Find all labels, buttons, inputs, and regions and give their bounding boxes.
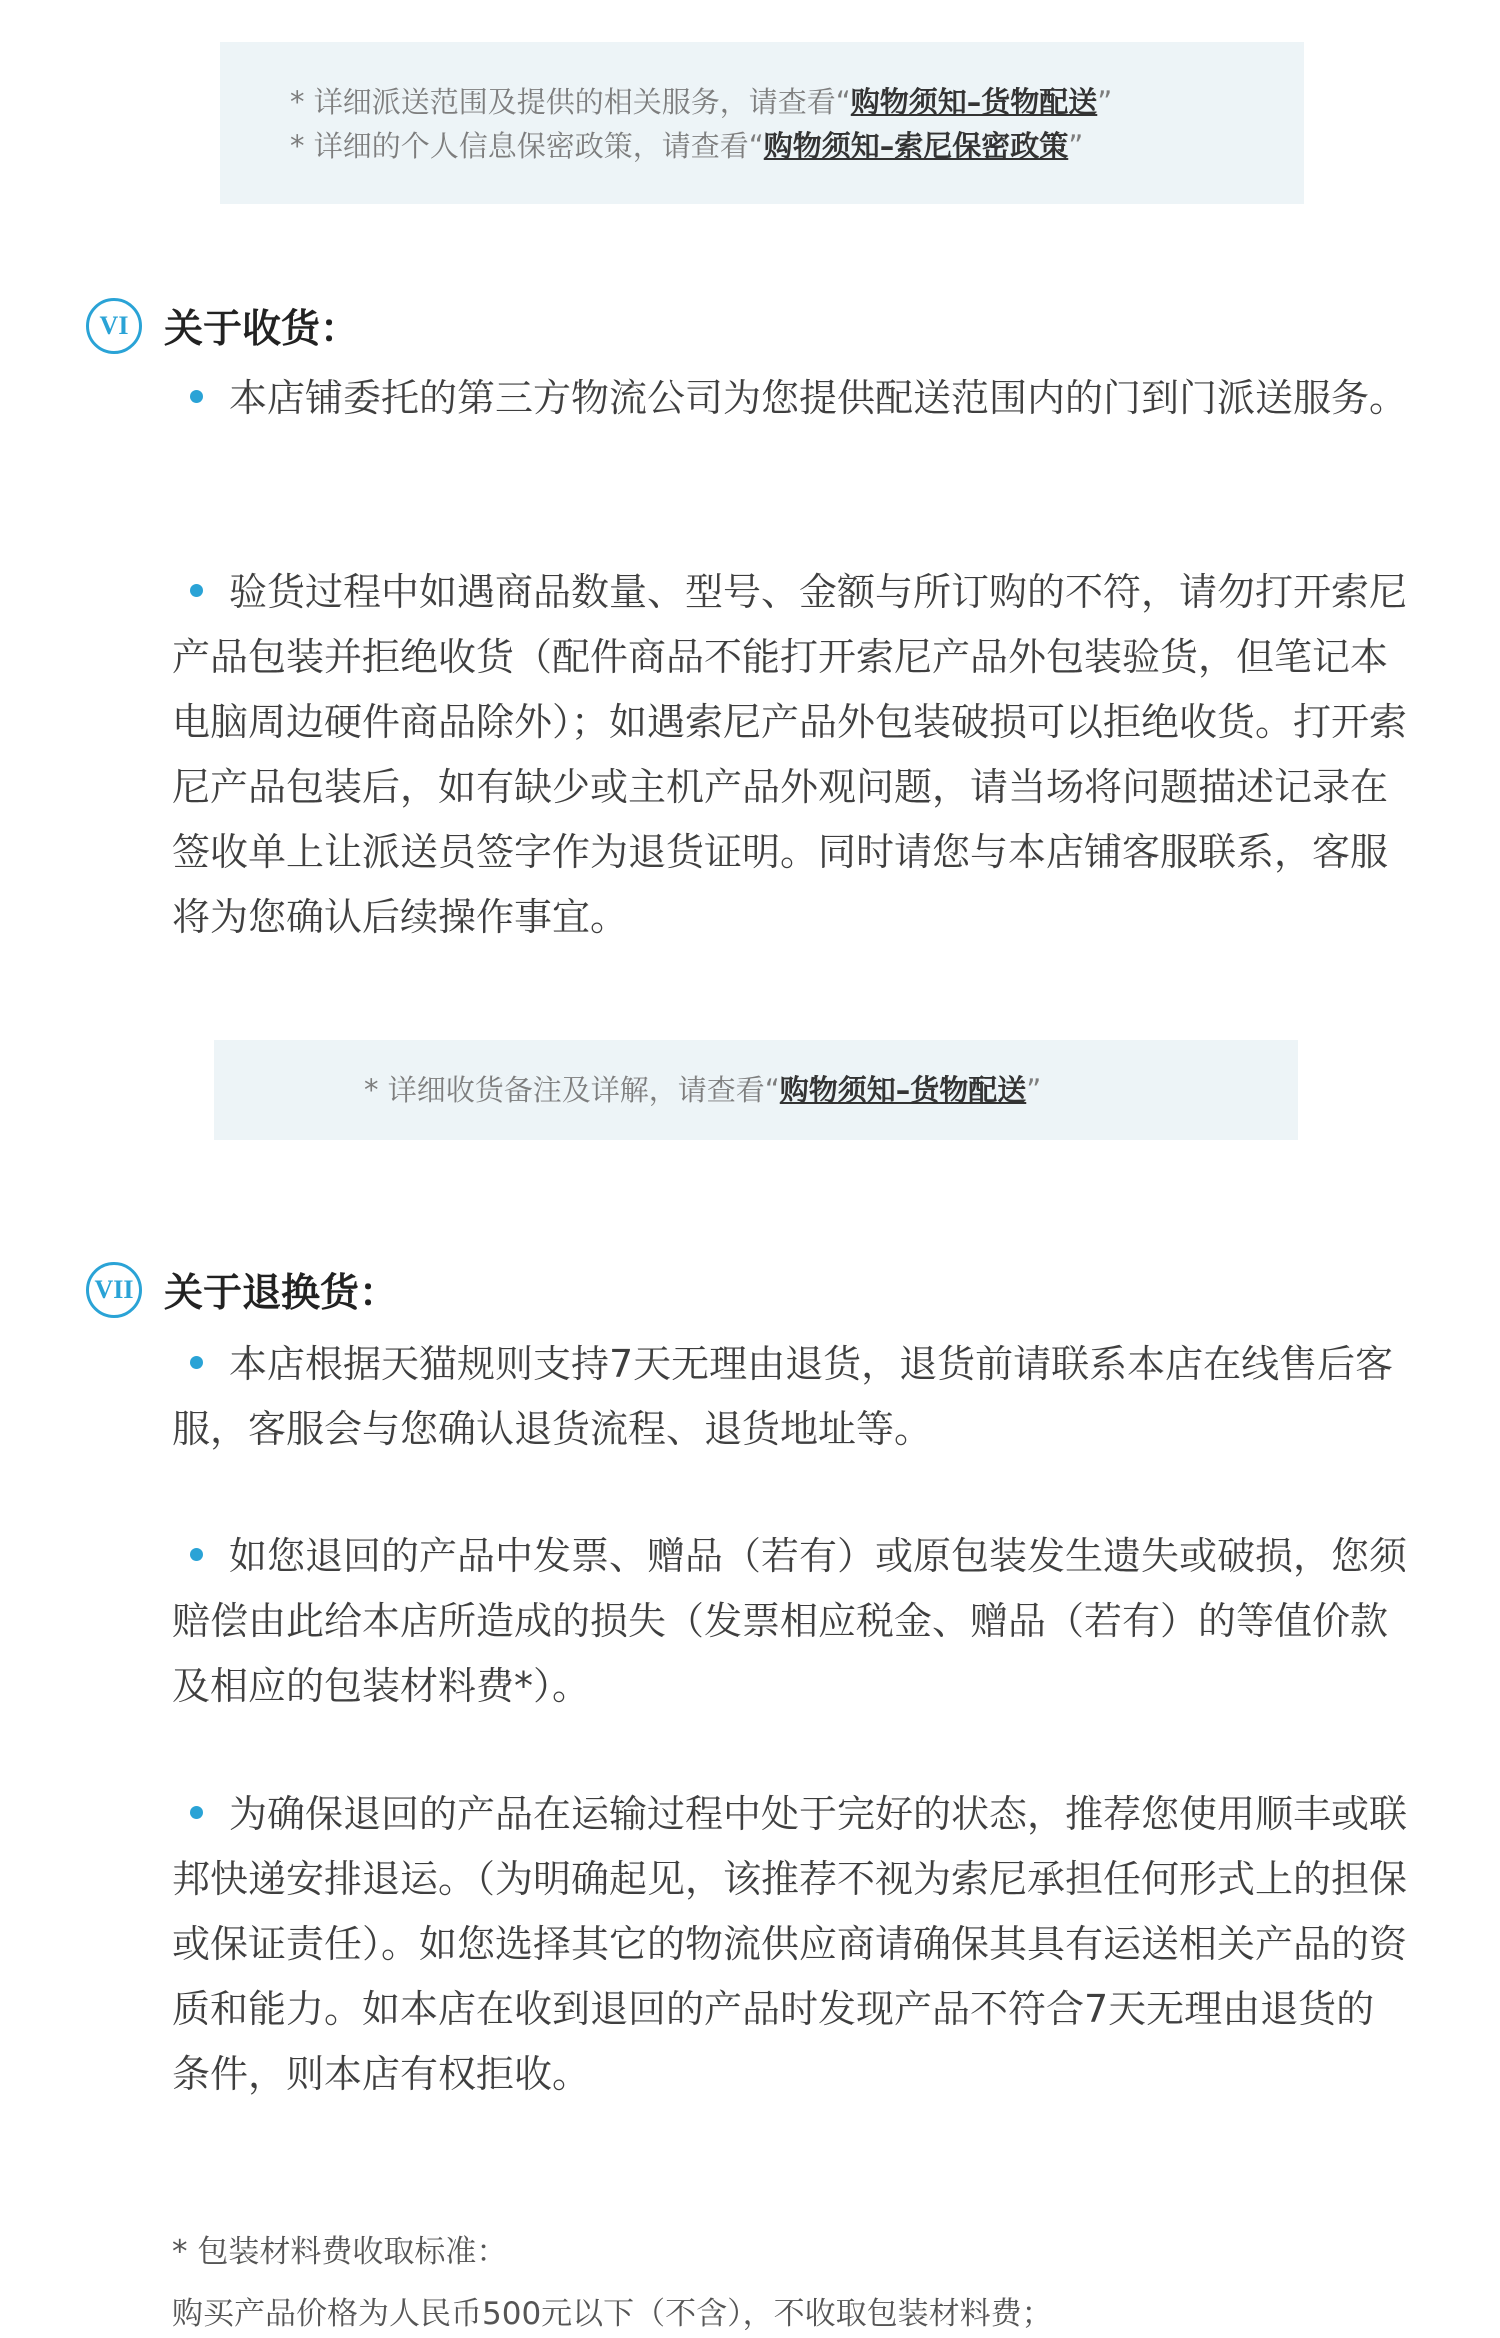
bullet-dot-icon	[190, 584, 203, 597]
paragraph-text: 如您退回的产品中发票、赠品（若有）或原包装发生遗失或破损，您须赔偿由此给本店所造成的损失（发票相应税金、赠品（若有）的等值价款及相应的包装材料费*）。	[172, 1534, 1408, 1708]
privacy-notice-line	[290, 124, 1304, 168]
packaging-fee-rule: 购买产品价格为人民币500元以下（不含），不收取包装材料费；	[172, 2296, 1053, 2332]
delivery-info-link[interactable]: 购物须知–货物配送	[779, 1073, 1027, 1107]
privacy-policy-link[interactable]: 购物须知–索尼保密政策	[763, 129, 1069, 163]
receiving-paragraph-2	[172, 560, 1407, 950]
bullet-dot-icon	[190, 1806, 203, 1819]
returns-paragraph-3	[172, 1782, 1407, 2107]
notice-text: * 详细的个人信息保密政策，请查看“	[290, 129, 764, 163]
notice-quote-end: ”	[1026, 1073, 1042, 1107]
returns-paragraph-1	[172, 1332, 1407, 1462]
paragraph-text: 验货过程中如遇商品数量、型号、金额与所订购的不符，请勿打开索尼产品包装并拒绝收货（配件商品不能打开索尼产品外包装验货，但笔记本电脑周边硬件商品除外）；如遇索尼产品外包装破损可以拒绝收货。打开索尼产品包装后，如有缺少或主机产品外观问题，请当场将问题描述记录在签收单上让派送员签字作为退货证明。同时请您与本店铺客服联系，客服将为您确认后续操作事宜。	[172, 570, 1408, 939]
notice-quote-end: ”	[1068, 129, 1084, 163]
section-title: 关于退换货：	[164, 1271, 399, 1316]
numeral-vii-icon: VII	[86, 1262, 142, 1318]
returns-paragraph-2	[172, 1524, 1407, 1719]
section-receiving-header	[86, 294, 359, 358]
bullet-dot-icon	[190, 1356, 203, 1369]
bullet-dot-icon	[190, 1548, 203, 1561]
receiving-notice-box	[214, 1040, 1298, 1140]
section-title: 关于收货：	[164, 307, 360, 352]
notice-text: * 详细派送范围及提供的相关服务，请查看“	[290, 85, 851, 119]
delivery-notice-box	[220, 42, 1304, 204]
section-returns-header	[86, 1258, 398, 1322]
paragraph-text: 本店根据天猫规则支持7天无理由退货，退货前请联系本店在线售后客服，客服会与您确认退货流程、退货地址等。	[172, 1342, 1394, 1451]
receiving-paragraph-1	[172, 366, 1407, 431]
notice-text: * 详细收货备注及详解，请查看“	[364, 1073, 780, 1107]
delivery-notice-line	[290, 80, 1304, 124]
paragraph-text: 为确保退回的产品在运输过程中处于完好的状态，推荐您使用顺丰或联邦快递安排退运。（为明确起见，该推荐不视为索尼承担任何形式上的担保或保证责任）。如您选择其它的物流供应商请确保其具有运送相关产品的资质和能力。如本店在收到退回的产品时发现产品不符合7天无理由退货的条件，则本店有权拒收。	[172, 1792, 1408, 2096]
packaging-fee-footnote: * 包装材料费收取标准：	[172, 2234, 508, 2270]
receiving-notice-line	[364, 1068, 1298, 1112]
delivery-info-link[interactable]: 购物须知–货物配送	[850, 85, 1098, 119]
paragraph-text: 本店铺委托的第三方物流公司为您提供配送范围内的门到门派送服务。	[229, 376, 1408, 420]
bullet-dot-icon	[190, 390, 203, 403]
numeral-vi-icon: VI	[86, 298, 142, 354]
notice-quote-end: ”	[1097, 85, 1113, 119]
